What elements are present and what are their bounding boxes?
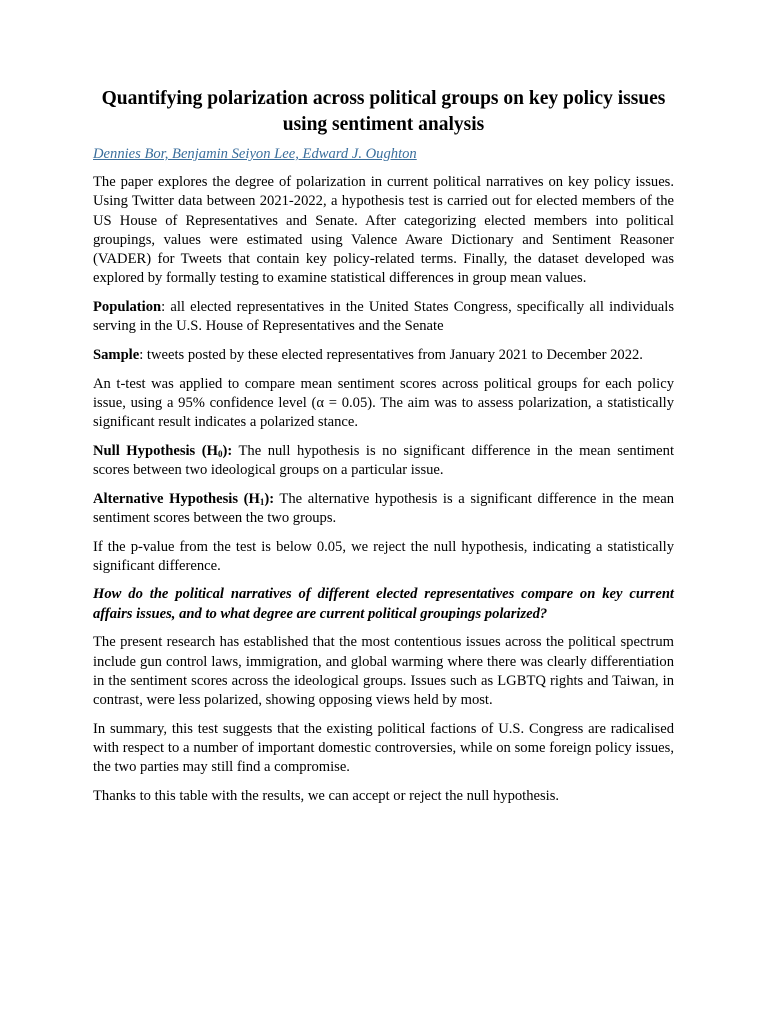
population-label: Population <box>93 299 162 316</box>
sample-text: : tweets posted by these elected representatives from January 2021 to December 2022. <box>139 346 643 363</box>
research-question: How do the political narratives of different elected representatives compare on key current affairs issues, and to what degree are current political groupings polarized? <box>93 586 674 622</box>
findings-paragraph: The present research has established that the most contentious issues across the political spectrum include gun control laws, immigration, and global warming where there was clearly differentiation in the sentiment scores across the ideological groups. Issues such as LGBTQ rights and Taiwan, in contrast, were less polarized, showing opposing views held by most. <box>93 634 674 709</box>
population-paragraph <box>93 298 674 337</box>
null-hypothesis-subscript: 0 <box>217 448 223 459</box>
author-list <box>93 145 674 164</box>
alt-hypothesis-paragraph <box>93 490 674 529</box>
authors-link[interactable]: Dennies Bor, Benjamin Seiyon Lee, Edward J. Oughton <box>93 146 417 162</box>
sample-paragraph <box>93 346 674 365</box>
ttest-paragraph: An t-test was applied to compare mean sentiment scores across political groups for each policy issue, using a 95% confidence level (α = 0.05). The aim was to assess polarization, a statistically significant result indicates a polarized stance. <box>93 375 674 431</box>
null-hypothesis-label: Null Hypothesis $(H_0)$: <box>93 442 233 459</box>
population-text: : all elected representatives in the United States Congress, specifically all individuals serving in the U.S. House of Representatives and the Senate <box>93 299 674 335</box>
null-hypothesis-text: The null hypothesis is no significant difference in the mean sentiment scores between two ideological groups on a particular issue. <box>93 442 674 479</box>
null-hypothesis-paragraph <box>93 442 674 481</box>
abstract-paragraph: The paper explores the degree of polarization in current political narratives on key policy issues. Using Twitter data between 2021-2022, a hypothesis test is carried out for elected members of the US House of Representatives and Senate. After categorizing elected members into political groupings, values were estimated using Valence Aware Dictionary and Sentiment Reasoner (VADER) for Tweets that contain key policy-related terms. Finally, the dataset developed was explored by formally testing to examine statistical differences in group mean values. <box>93 174 674 287</box>
alt-hypothesis-label: Alternative Hypothesis $(H_1)$: <box>93 490 275 507</box>
sample-label: Sample <box>93 346 140 363</box>
pvalue-paragraph: If the p-value from the test is below 0.05, we reject the null hypothesis, indicating a statistically significant difference. <box>93 538 674 574</box>
paper-title: Quantifying polarization across political groups on key policy issues using sentiment analysis <box>101 88 666 135</box>
summary-paragraph: In summary, this test suggests that the existing political factions of U.S. Congress are radicalised with respect to a number of important domestic controversies, while on some foreign policy issues, the two parties may still find a compromise. <box>93 720 674 776</box>
closing-paragraph: Thanks to this table with the results, we can accept or reject the null hypothesis. <box>93 787 560 804</box>
alt-hypothesis-subscript: 1 <box>259 496 265 507</box>
alt-hypothesis-text: The alternative hypothesis is a significant difference in the mean sentiment scores between the two groups. <box>93 490 674 526</box>
